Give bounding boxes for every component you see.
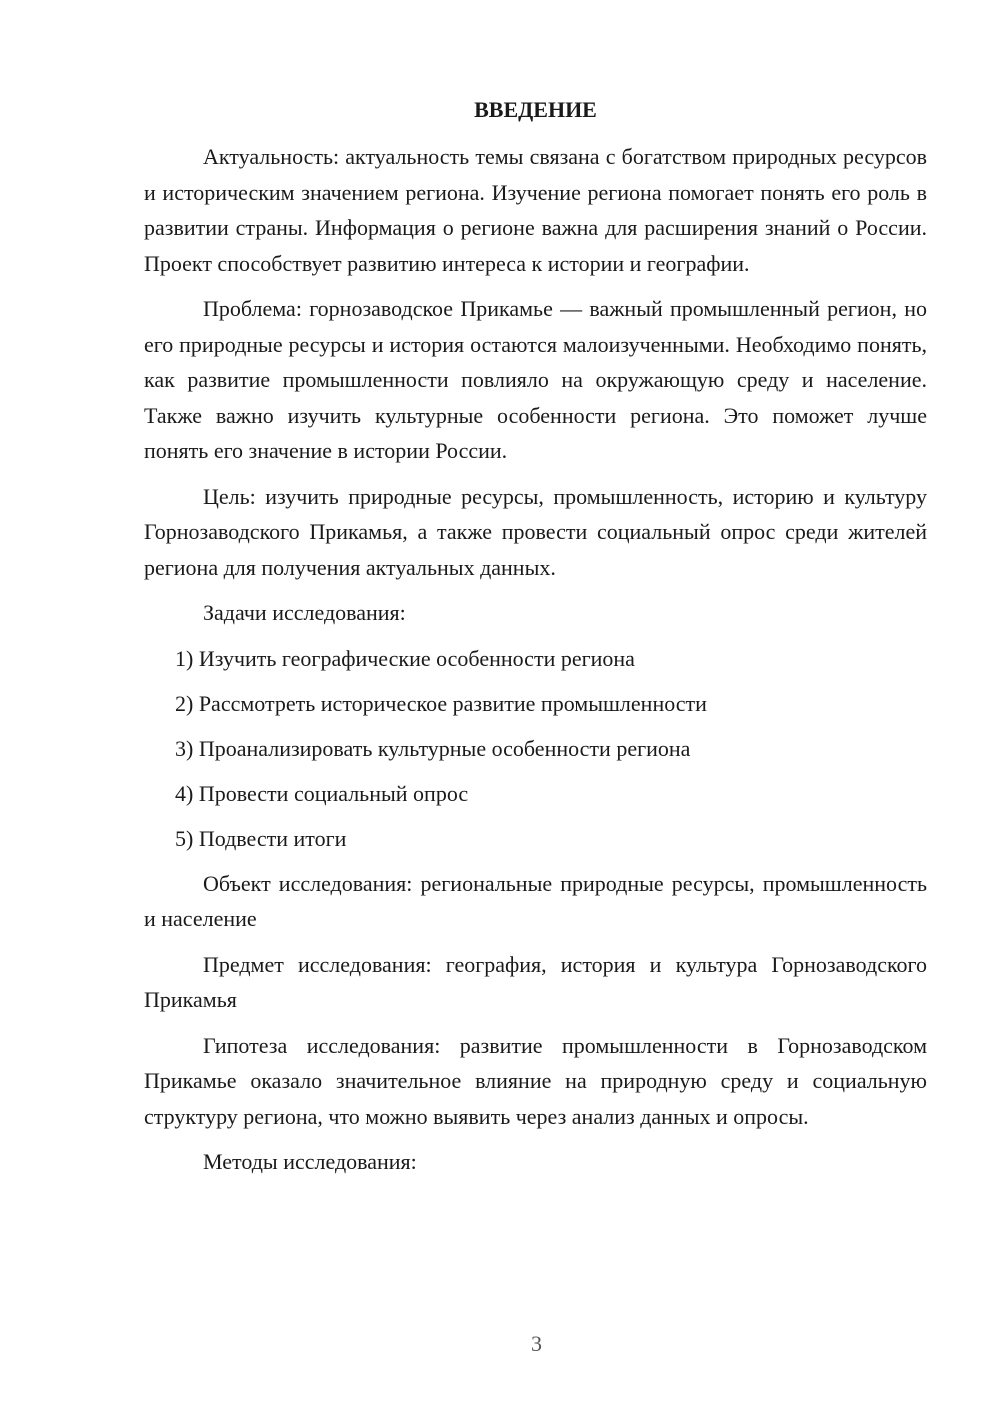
- paragraph-hypothesis: Гипотеза исследования: развитие промышленности в Горнозаводском Прикамье оказало значительное влияние на природную среду и социальную структуру региона, что можно выявить через анализ данных и опросы.: [144, 1032, 927, 1129]
- paragraph-methods-heading: Методы исследования:: [203, 1149, 417, 1174]
- paragraph-subject: Предмет исследования: география, история и культура Горнозаводского Прикамья: [144, 951, 927, 1012]
- section-title: ВВЕДЕНИЕ: [474, 97, 597, 122]
- tasks-list: [144, 641, 927, 857]
- list-item: 5) Подвести итоги: [175, 825, 347, 851]
- list-item: 3) Проанализировать культурные особенности региона: [175, 735, 691, 761]
- list-item: 2) Рассмотреть историческое развитие промышленности: [175, 690, 707, 716]
- document-page: [144, 92, 927, 1190]
- paragraph-tasks-heading: Задачи исследования:: [203, 600, 406, 625]
- page-number: 3: [531, 1331, 542, 1356]
- paragraph-object: Объект исследования: региональные природные ресурсы, промышленность и население: [144, 870, 927, 931]
- paragraph-goal: Цель: изучить природные ресурсы, промышленность, историю и культуру Горнозаводского Прикамья, а также провести социальный опрос среди жителей региона для получения актуальных данных.: [144, 483, 927, 580]
- list-item: 1) Изучить географические особенности региона: [175, 645, 635, 671]
- paragraph-problem: Проблема: горнозаводское Прикамье — важный промышленный регион, но его природные ресурсы и история остаются малоизученными. Необходимо понять, как развитие промышленности повлияло на окружающую среду и население. Также важно изучить культурные особенности региона. Это поможет лучше понять его значение в истории России.: [144, 296, 927, 463]
- list-item: 4) Провести социальный опрос: [175, 780, 469, 806]
- paragraph-relevance: Актуальность: актуальность темы связана с богатством природных ресурсов и историческим значением региона. Изучение региона помогает понять его роль в развитии страны. Информация о регионе важна для расширения знаний о России. Проект способствует развитию интереса к истории и географии.: [144, 144, 927, 276]
